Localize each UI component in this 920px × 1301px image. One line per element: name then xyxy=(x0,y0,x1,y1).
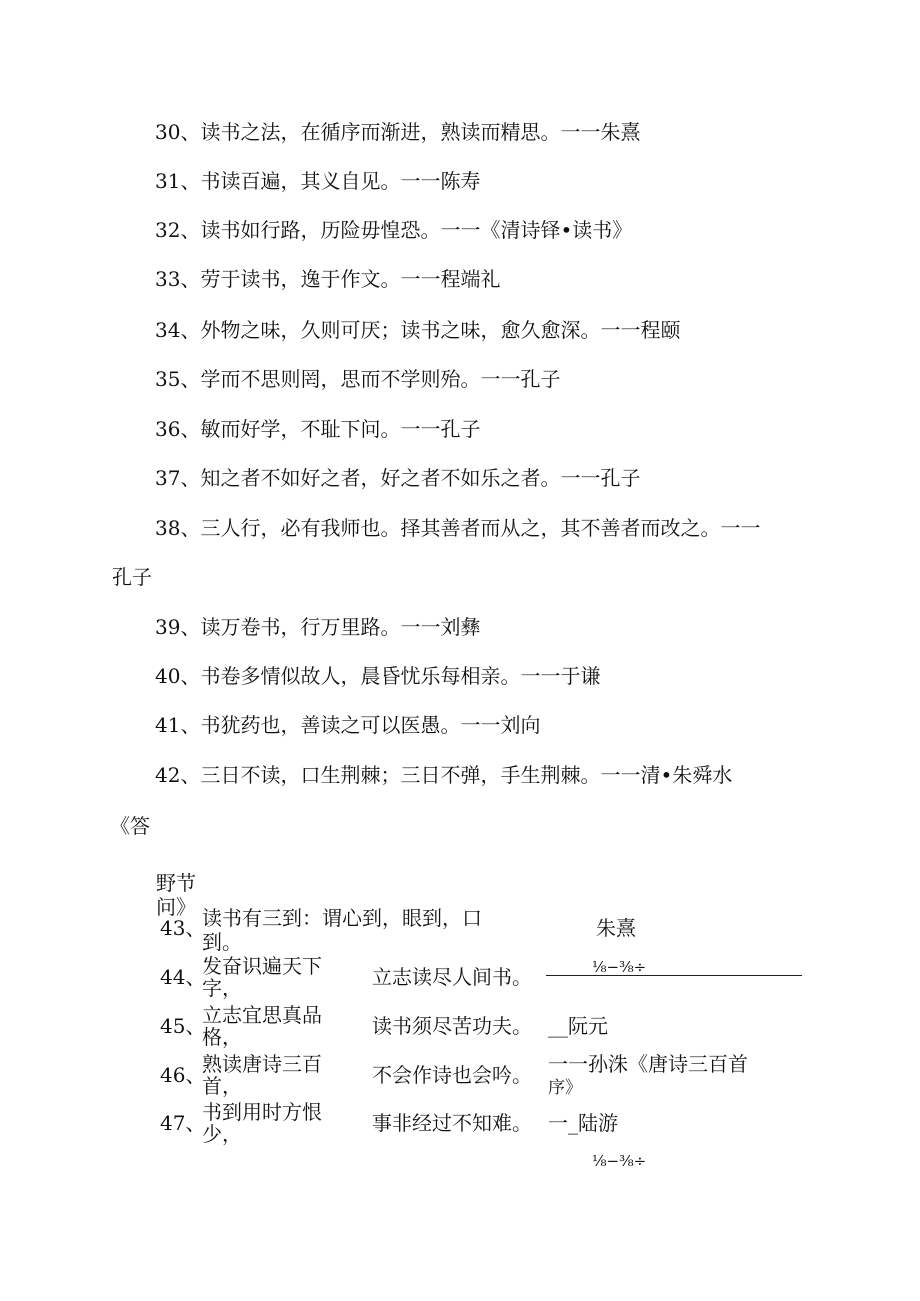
row-44-col1-line1: 发奋识遍天下 xyxy=(202,954,322,978)
row-46-author-line2: 序》 xyxy=(548,1078,582,1098)
row-46-col2: 不会作诗也会吟。 xyxy=(372,1063,532,1087)
row-45-col1-line1: 立志宜思真品 xyxy=(202,1003,322,1027)
footer-fraction-mark: ⅛−⅜÷ xyxy=(592,1152,647,1170)
row-44-col2: 立志读尽人间书。 xyxy=(372,965,532,989)
quote-42-continuation: 《答 xyxy=(110,814,150,838)
row-47-number: 47、 xyxy=(160,1111,206,1135)
row-44-number: 44、 xyxy=(160,965,206,989)
quote-32: 32、读书如行路，历险毋惶恐。一一《清诗铎•读书》 xyxy=(155,218,633,242)
row-43-author: 朱熹 xyxy=(596,916,636,940)
row-47-col1-line1: 书到用时方恨 xyxy=(202,1100,322,1124)
quote-36: 36、敏而好学，不耻下问。一一孔子 xyxy=(155,417,481,441)
row-46-author-line1: 一一孙洙《唐诗三百首 xyxy=(548,1052,748,1076)
row-45-number: 45、 xyxy=(160,1014,206,1038)
quote-33: 33、劳于读书，逸于作文。一一程端礼 xyxy=(155,267,501,291)
quote-31: 31、书读百遍，其义自见。一一陈寿 xyxy=(155,169,481,193)
quote-34: 34、外物之味，久则可厌；读书之味，愈久愈深。一一程颐 xyxy=(155,318,681,342)
quote-38-continuation: 孔子 xyxy=(112,565,152,589)
row-44-underline xyxy=(546,975,802,976)
quote-39: 39、读万卷书，行万里路。一一刘彝 xyxy=(155,615,481,639)
quote-40: 40、书卷多情似故人，晨昏忧乐每相亲。一一于谦 xyxy=(155,664,601,688)
row-47-author: 一_陆游 xyxy=(548,1111,618,1135)
row-44-col1-line2: 字， xyxy=(202,976,242,1000)
row-44-fraction-mark: ⅛−⅜÷ xyxy=(592,958,647,976)
row-46-col1-line1: 熟读唐诗三百 xyxy=(202,1052,322,1076)
row-47-col1-line2: 少， xyxy=(202,1122,242,1146)
row-43-col1-line2: 到。 xyxy=(202,930,242,954)
row-45-col2: 读书须尽苦功夫。 xyxy=(372,1014,532,1038)
row-45-author: __阮元 xyxy=(548,1014,608,1038)
row-46-col1-line2: 首， xyxy=(202,1074,242,1098)
row-45-col1-line2: 格， xyxy=(202,1025,242,1049)
quote-30: 30、读书之法，在循序而渐进，熟读而精思。一一朱熹 xyxy=(155,120,641,144)
row-46-number: 46、 xyxy=(160,1063,206,1087)
quote-41: 41、书犹药也，善读之可以医愚。一一刘向 xyxy=(155,713,541,737)
row-47-col2: 事非经过不知难。 xyxy=(372,1111,532,1135)
quote-37: 37、知之者不如好之者，好之者不如乐之者。一一孔子 xyxy=(155,466,641,490)
fragment-line-1: 野节 xyxy=(156,871,196,895)
fragment-line-2: 问》 xyxy=(156,895,196,919)
quote-38: 38、三人行，必有我师也。择其善者而从之，其不善者而改之。一一 xyxy=(155,516,761,540)
quote-42: 42、三日不读，口生荆棘；三日不弹，手生荆棘。一一清•朱舜水 xyxy=(155,763,733,787)
row-43-col1-line1: 读书有三到：谓心到，眼到，口 xyxy=(202,906,482,930)
quote-35: 35、学而不思则罔，思而不学则殆。一一孔子 xyxy=(155,367,561,391)
row-43-number: 43、 xyxy=(160,916,206,940)
